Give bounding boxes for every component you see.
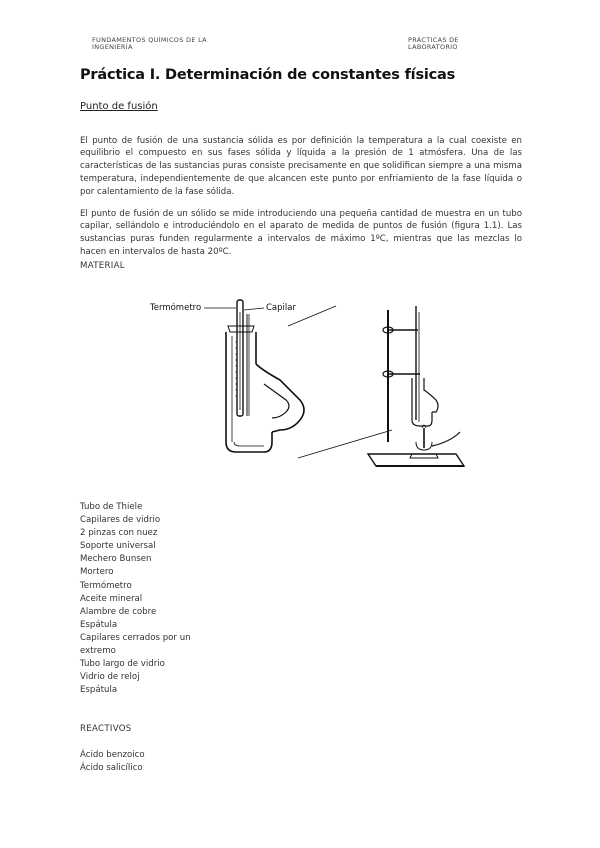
list-item: Aceite mineral xyxy=(80,593,143,604)
thiele-tube-closeup xyxy=(226,300,304,452)
material-list xyxy=(80,501,210,697)
header-section-name: PRÁCTICAS DE LABORATORIO xyxy=(408,36,459,51)
list-item: Tubo de Thiele xyxy=(80,502,143,512)
list-item: Alambre de cobre xyxy=(80,606,157,617)
label-termometro: Termómetro xyxy=(150,303,202,313)
list-item: Vidrio de reloj xyxy=(80,672,140,683)
reactivos-list xyxy=(80,749,160,775)
paragraph-definition: El punto de fusión de una sustancia sólida es por definición la temperatura a la cual coexiste en equilibrio el compuesto en sus fases sólida y líquida a la presión de 1 atmósfera. Una de las características de las sustancias puras consiste precisamente en que solidifican siempre a una misma temperatura, independientemente de que alcancen este punto por enfriamiento de la fase líquida o por calentamiento de la fase sólida. xyxy=(80,135,522,197)
list-item: Mechero Bunsen xyxy=(80,554,152,565)
material-heading: MATERIAL xyxy=(80,261,125,271)
list-item: Ácido salicílico xyxy=(80,763,143,774)
page-title: Práctica I. Determinación de constantes físicas xyxy=(80,67,456,83)
paragraph-method: El punto de fusión de un sólido se mide introduciendo una pequeña cantidad de muestra en un tubo capilar, sellándolo e introduciéndolo en el aparato de medida de puntos de fusión (figura 1.1). Las sustancias puras funden regularmente a intervalos de máximo 1ºC, mientras que las mezclas lo hacen en intervalos de hasta 20ºC. xyxy=(80,208,522,257)
list-item: Espátula xyxy=(80,619,118,630)
apparatus-stand xyxy=(368,306,464,466)
list-item: Mortero xyxy=(80,567,114,578)
list-item: Tubo largo de vidrio xyxy=(80,659,165,670)
label-capilar: Capilar xyxy=(266,303,296,313)
list-item: Termómetro xyxy=(80,580,132,591)
list-item: Espátula xyxy=(80,685,118,696)
list-item: 2 pinzas con nuez xyxy=(80,528,158,539)
list-item: Capilares cerrados por un extremo xyxy=(80,632,191,657)
list-item: Capilares de vidrio xyxy=(80,515,161,526)
list-item: Ácido benzoico xyxy=(80,750,145,760)
thiele-tube-figure xyxy=(140,292,476,472)
section-title: Punto de fusión xyxy=(80,101,158,112)
reactivos-heading: REACTIVOS xyxy=(80,724,132,734)
list-item: Soporte universal xyxy=(80,541,156,552)
header-course-name: FUNDAMENTOS QUÍMICOS DE LA INGENIERÍA xyxy=(92,36,207,51)
